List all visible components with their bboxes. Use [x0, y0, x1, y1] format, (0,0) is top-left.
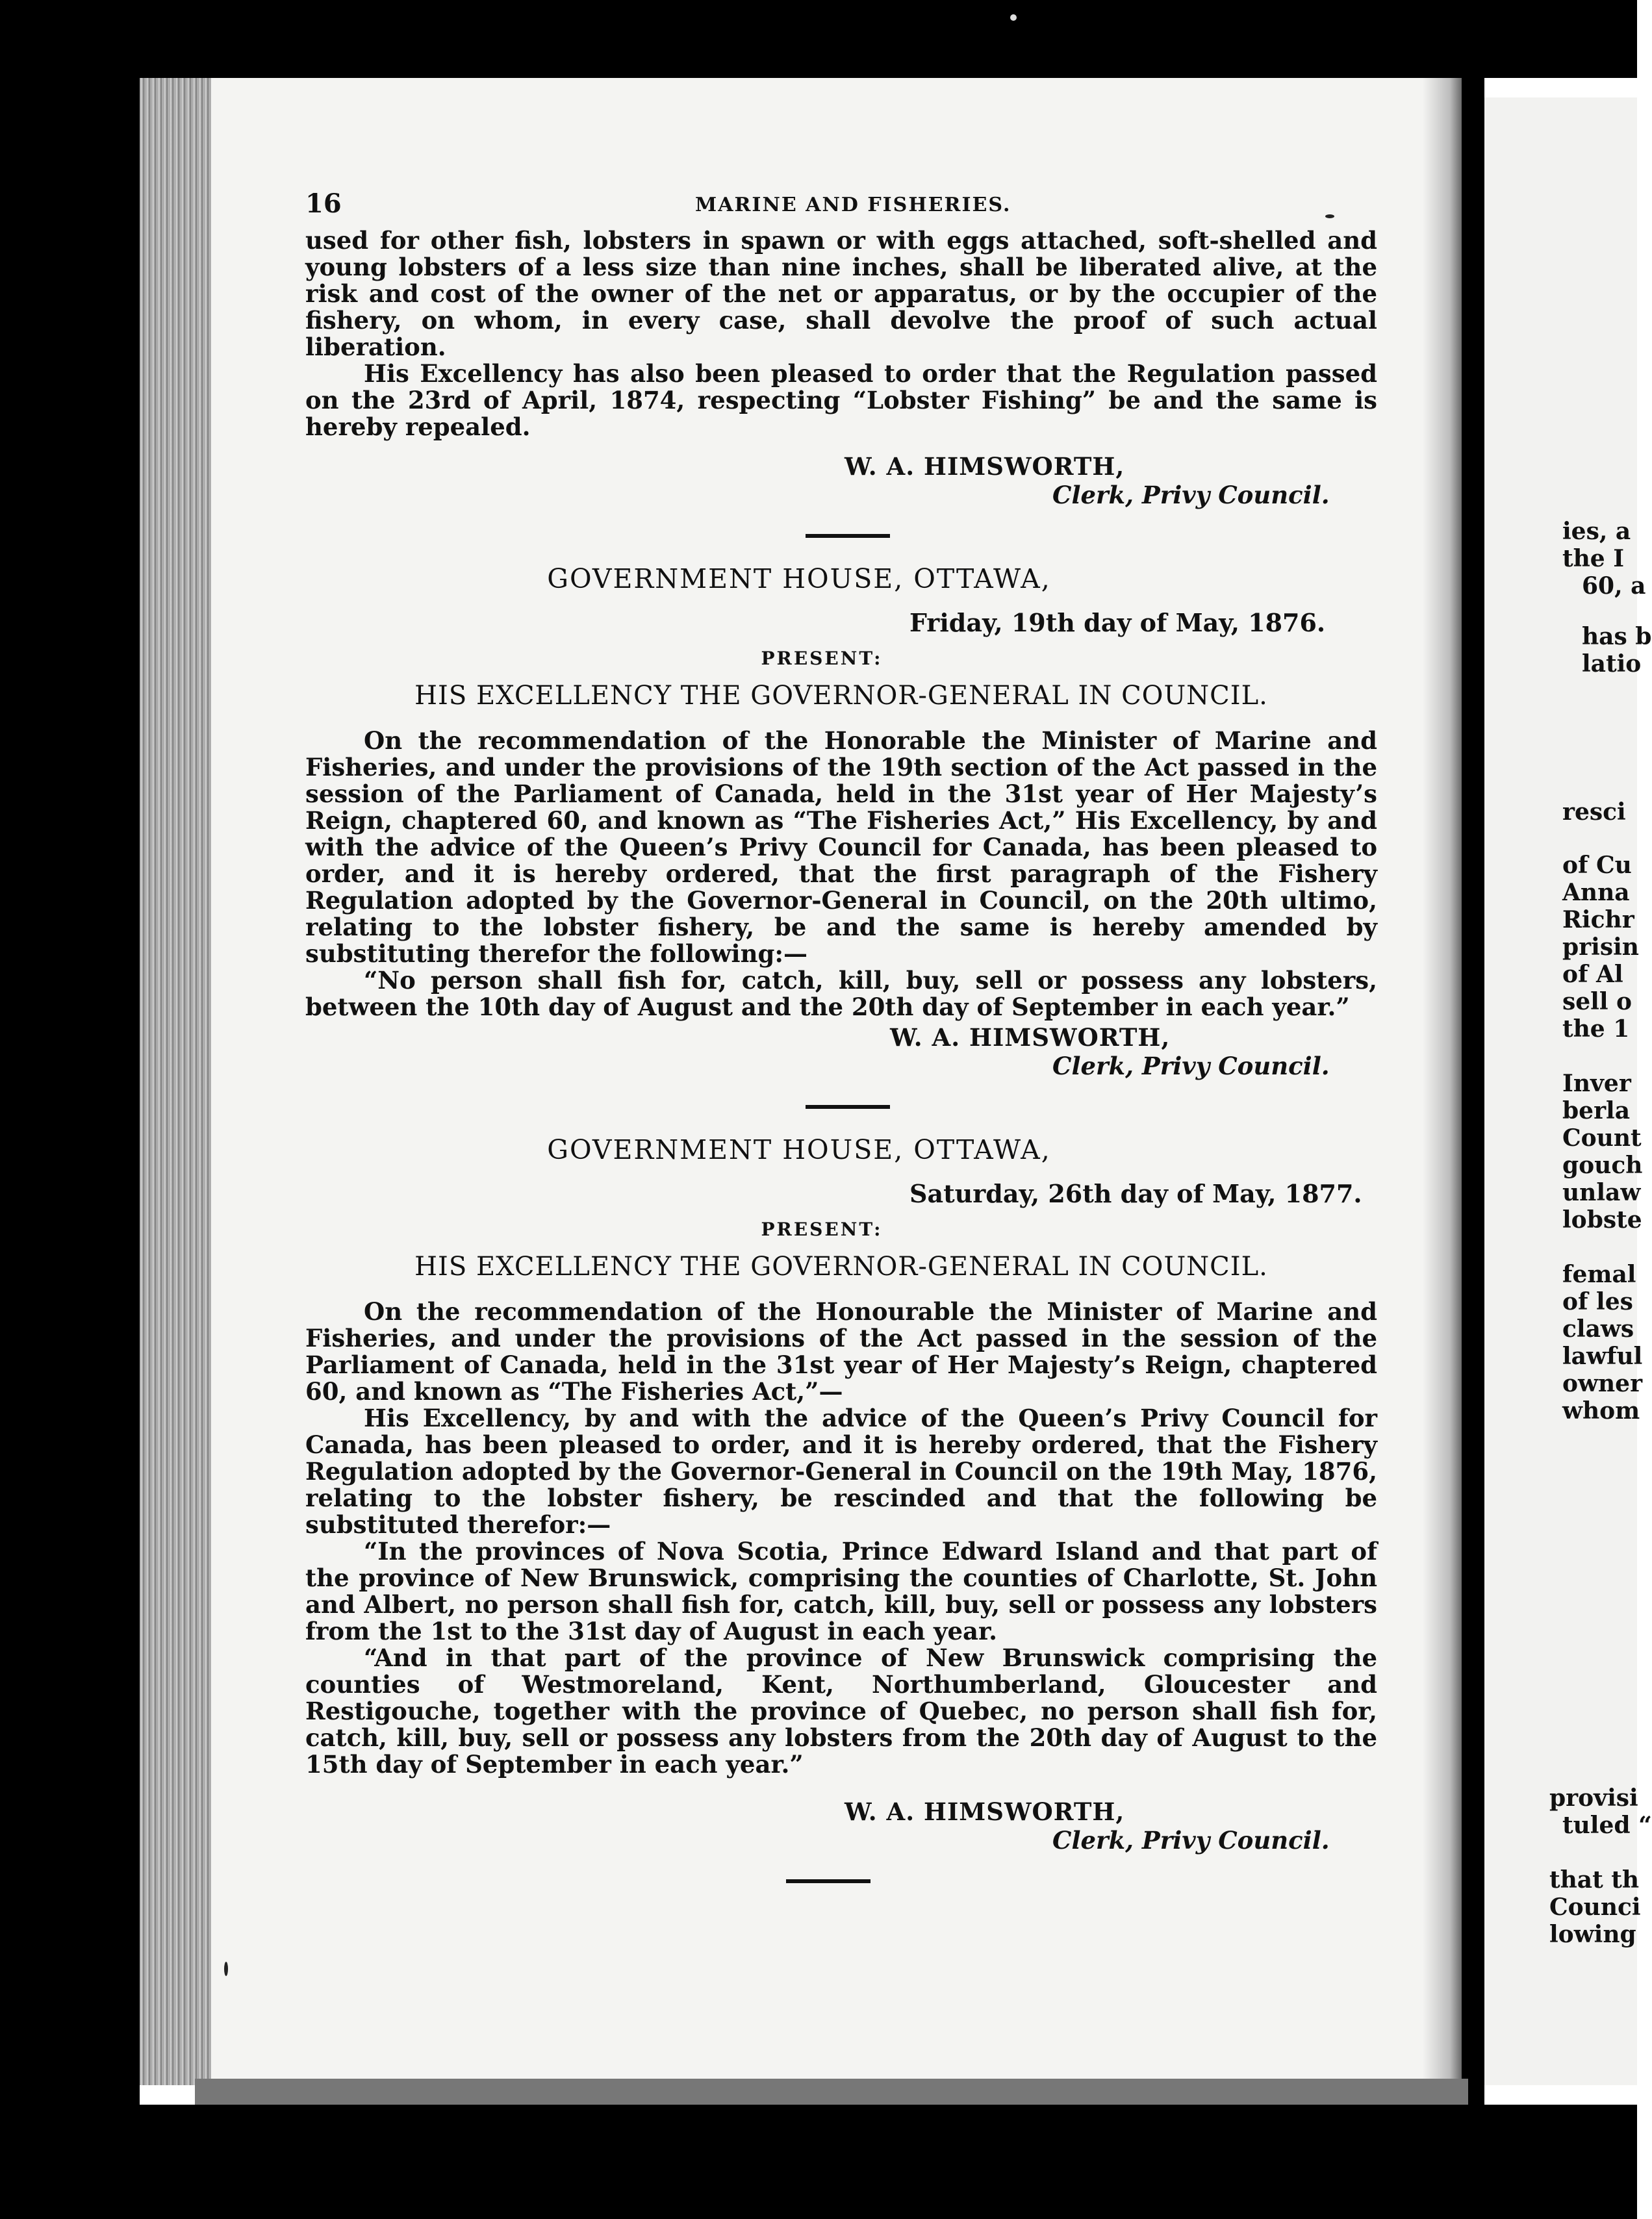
order-dateline: Saturday, 26th day of May, 1877.	[909, 1179, 1362, 1208]
book-center-gutter	[1462, 0, 1484, 2219]
page-bottom-shadow	[195, 2079, 1468, 2105]
opening-paragraph: used for other fish, lobsters in spawn or with eggs attached, soft-shelled and young lobsters of a less size than nine inches, shall be liberated alive, at the risk and cost of the owner of the net or apparatus, or by the occupier of the fishery, on whom, in every case, shall devolve the proof of such actual liberation.	[305, 226, 1377, 361]
facing-fragment: prisin	[1562, 933, 1639, 961]
order-paragraph: On the recommendation of the Honourable the Minister of Marine and Fisheries, and under the provisions of the Act passed in the session of the Parliament of Canada, held in the 31st year of Her Majesty’s Reign, chaptered 60, and known as “The Fisheries Act,”—	[305, 1297, 1377, 1406]
present-label: PRESENT:	[761, 1219, 883, 1240]
facing-fragment: claws	[1562, 1315, 1634, 1343]
governor-general-heading: HIS EXCELLENCY THE GOVERNOR-GENERAL IN COUNCIL.	[414, 681, 1268, 711]
order-1876	[305, 563, 1377, 1080]
regulation-quote: “No person shall fish for, catch, kill, buy, sell or possess any lobsters, between the 10th day of August and the 20th day of September in each year.”	[305, 966, 1377, 1021]
facing-fragment: 60, a	[1582, 572, 1646, 600]
page-number: 16	[305, 188, 342, 219]
section-divider	[806, 534, 890, 538]
scan-speck	[1325, 214, 1334, 218]
order-paragraph: On the recommendation of the Honorable the Minister of Marine and Fisheries, and under the provisions of the 19th section of the Act passed in the session of the Parliament of Canada, held in the 31st year of Her Majesty’s Reign, chaptered 60, and known as “The Fisheries Act,” His Excellency, by and with the advice of the Queen’s Privy Council for Canada, has been pleased to order, and it is hereby ordered, that the first paragraph of the Fishery Regulation adopted by the Governor-General in Council, on the 20th ultimo, relating to the lobster fishery, be and the same is hereby amended by substituting therefor the following:—	[305, 726, 1377, 968]
facing-fragment: owner	[1562, 1370, 1643, 1397]
facing-fragment: lowing	[1549, 1921, 1636, 1948]
facing-fragment: lawful	[1562, 1343, 1643, 1370]
government-house-heading: GOVERNMENT HOUSE, OTTAWA,	[547, 1134, 1051, 1165]
facing-page	[1484, 97, 1652, 2085]
facing-fragment: Anna	[1562, 879, 1630, 906]
facing-fragment: gouch	[1562, 1152, 1643, 1179]
facing-fragment: of les	[1562, 1288, 1633, 1315]
facing-fragment: lobste	[1562, 1206, 1642, 1234]
government-house-heading: GOVERNMENT HOUSE, OTTAWA,	[547, 563, 1051, 594]
scan-left-border	[0, 0, 140, 2219]
facing-fragment: femal	[1562, 1261, 1636, 1288]
signature-title: Clerk, Privy Council.	[1052, 1052, 1330, 1080]
signature-name: W. A. HIMSWORTH,	[890, 1023, 1171, 1052]
governor-general-heading: HIS EXCELLENCY THE GOVERNOR-GENERAL IN COUNCIL.	[414, 1252, 1268, 1282]
facing-fragment: sell o	[1562, 988, 1633, 1015]
book-page-edges	[140, 78, 211, 2085]
facing-fragment: has b	[1582, 623, 1652, 650]
facing-fragment: Richr	[1562, 906, 1634, 933]
signature-name: W. A. HIMSWORTH,	[845, 1797, 1125, 1826]
section-divider	[786, 1879, 870, 1883]
scan-bottom-border	[140, 2105, 1637, 2219]
section-divider	[806, 1105, 890, 1109]
scan-top-border	[140, 0, 1637, 78]
scan-speck	[224, 1962, 228, 1976]
facing-fragment: latio	[1582, 650, 1642, 678]
signature-name: W. A. HIMSWORTH,	[845, 452, 1125, 481]
order-1877	[305, 1134, 1377, 1855]
facing-fragment: ies, a	[1562, 518, 1631, 545]
order-paragraph: His Excellency, by and with the advice of the Queen’s Privy Council for Canada, has been pleased to order, and it is hereby ordered, that the Fishery Regulation adopted by the Governor-General in Council on the 19th May, 1876, relating to the lobster fishery, be rescinded and that the following be substituted therefor:—	[305, 1404, 1377, 1539]
facing-fragment: berla	[1562, 1097, 1631, 1124]
facing-fragment: tuled “	[1562, 1812, 1652, 1839]
facing-fragment: provisi	[1549, 1784, 1638, 1812]
page-curve-shadow	[1423, 78, 1462, 2098]
present-label: PRESENT:	[761, 648, 883, 669]
running-head	[305, 188, 1377, 227]
facing-fragment: of Cu	[1562, 852, 1632, 879]
signature-title: Clerk, Privy Council.	[1052, 1826, 1330, 1855]
facing-fragment: that th	[1549, 1866, 1640, 1894]
facing-fragment: Inver	[1562, 1070, 1631, 1097]
signature-title: Clerk, Privy Council.	[1052, 481, 1330, 509]
regulation-quote: “In the provinces of Nova Scotia, Prince Edward Island and that part of the province of New Brunswick, comprising the counties of Charlotte, St. John and Albert, no person shall fish for, catch, kill, buy, sell or possess any lobsters from the 1st to the 31st day of August in each year.	[305, 1537, 1377, 1645]
facing-fragment: resci	[1562, 798, 1626, 826]
facing-fragment: the 1	[1562, 1015, 1630, 1043]
text-column	[305, 188, 1377, 1908]
repeal-paragraph: His Excellency has also been pleased to order that the Regulation passed on the 23rd of April, 1874, respecting “Lobster Fishing” be and the same is hereby repealed.	[305, 359, 1377, 441]
facing-fragment: the I	[1562, 545, 1625, 572]
running-head-title: MARINE AND FISHERIES.	[695, 194, 1011, 216]
order-dateline: Friday, 19th day of May, 1876.	[909, 608, 1326, 637]
facing-fragment: of Al	[1562, 961, 1623, 988]
facing-fragment: unlaw	[1562, 1179, 1641, 1206]
facing-fragment: whom	[1562, 1397, 1640, 1425]
facing-fragment: Counci	[1549, 1894, 1641, 1921]
facing-fragment: Count	[1562, 1124, 1642, 1152]
regulation-quote: “And in that part of the province of New Brunswick comprising the counties of Westmoreland, Kent, Northumberland, Gloucester and Restigouche, together with the province of Quebec, no person shall fish for, catch, kill, buy, sell or possess any lobsters from the 20th day of August to the 15th day of September in each year.”	[305, 1643, 1377, 1779]
scan-speck	[1010, 14, 1017, 21]
opening-section	[305, 227, 1377, 509]
